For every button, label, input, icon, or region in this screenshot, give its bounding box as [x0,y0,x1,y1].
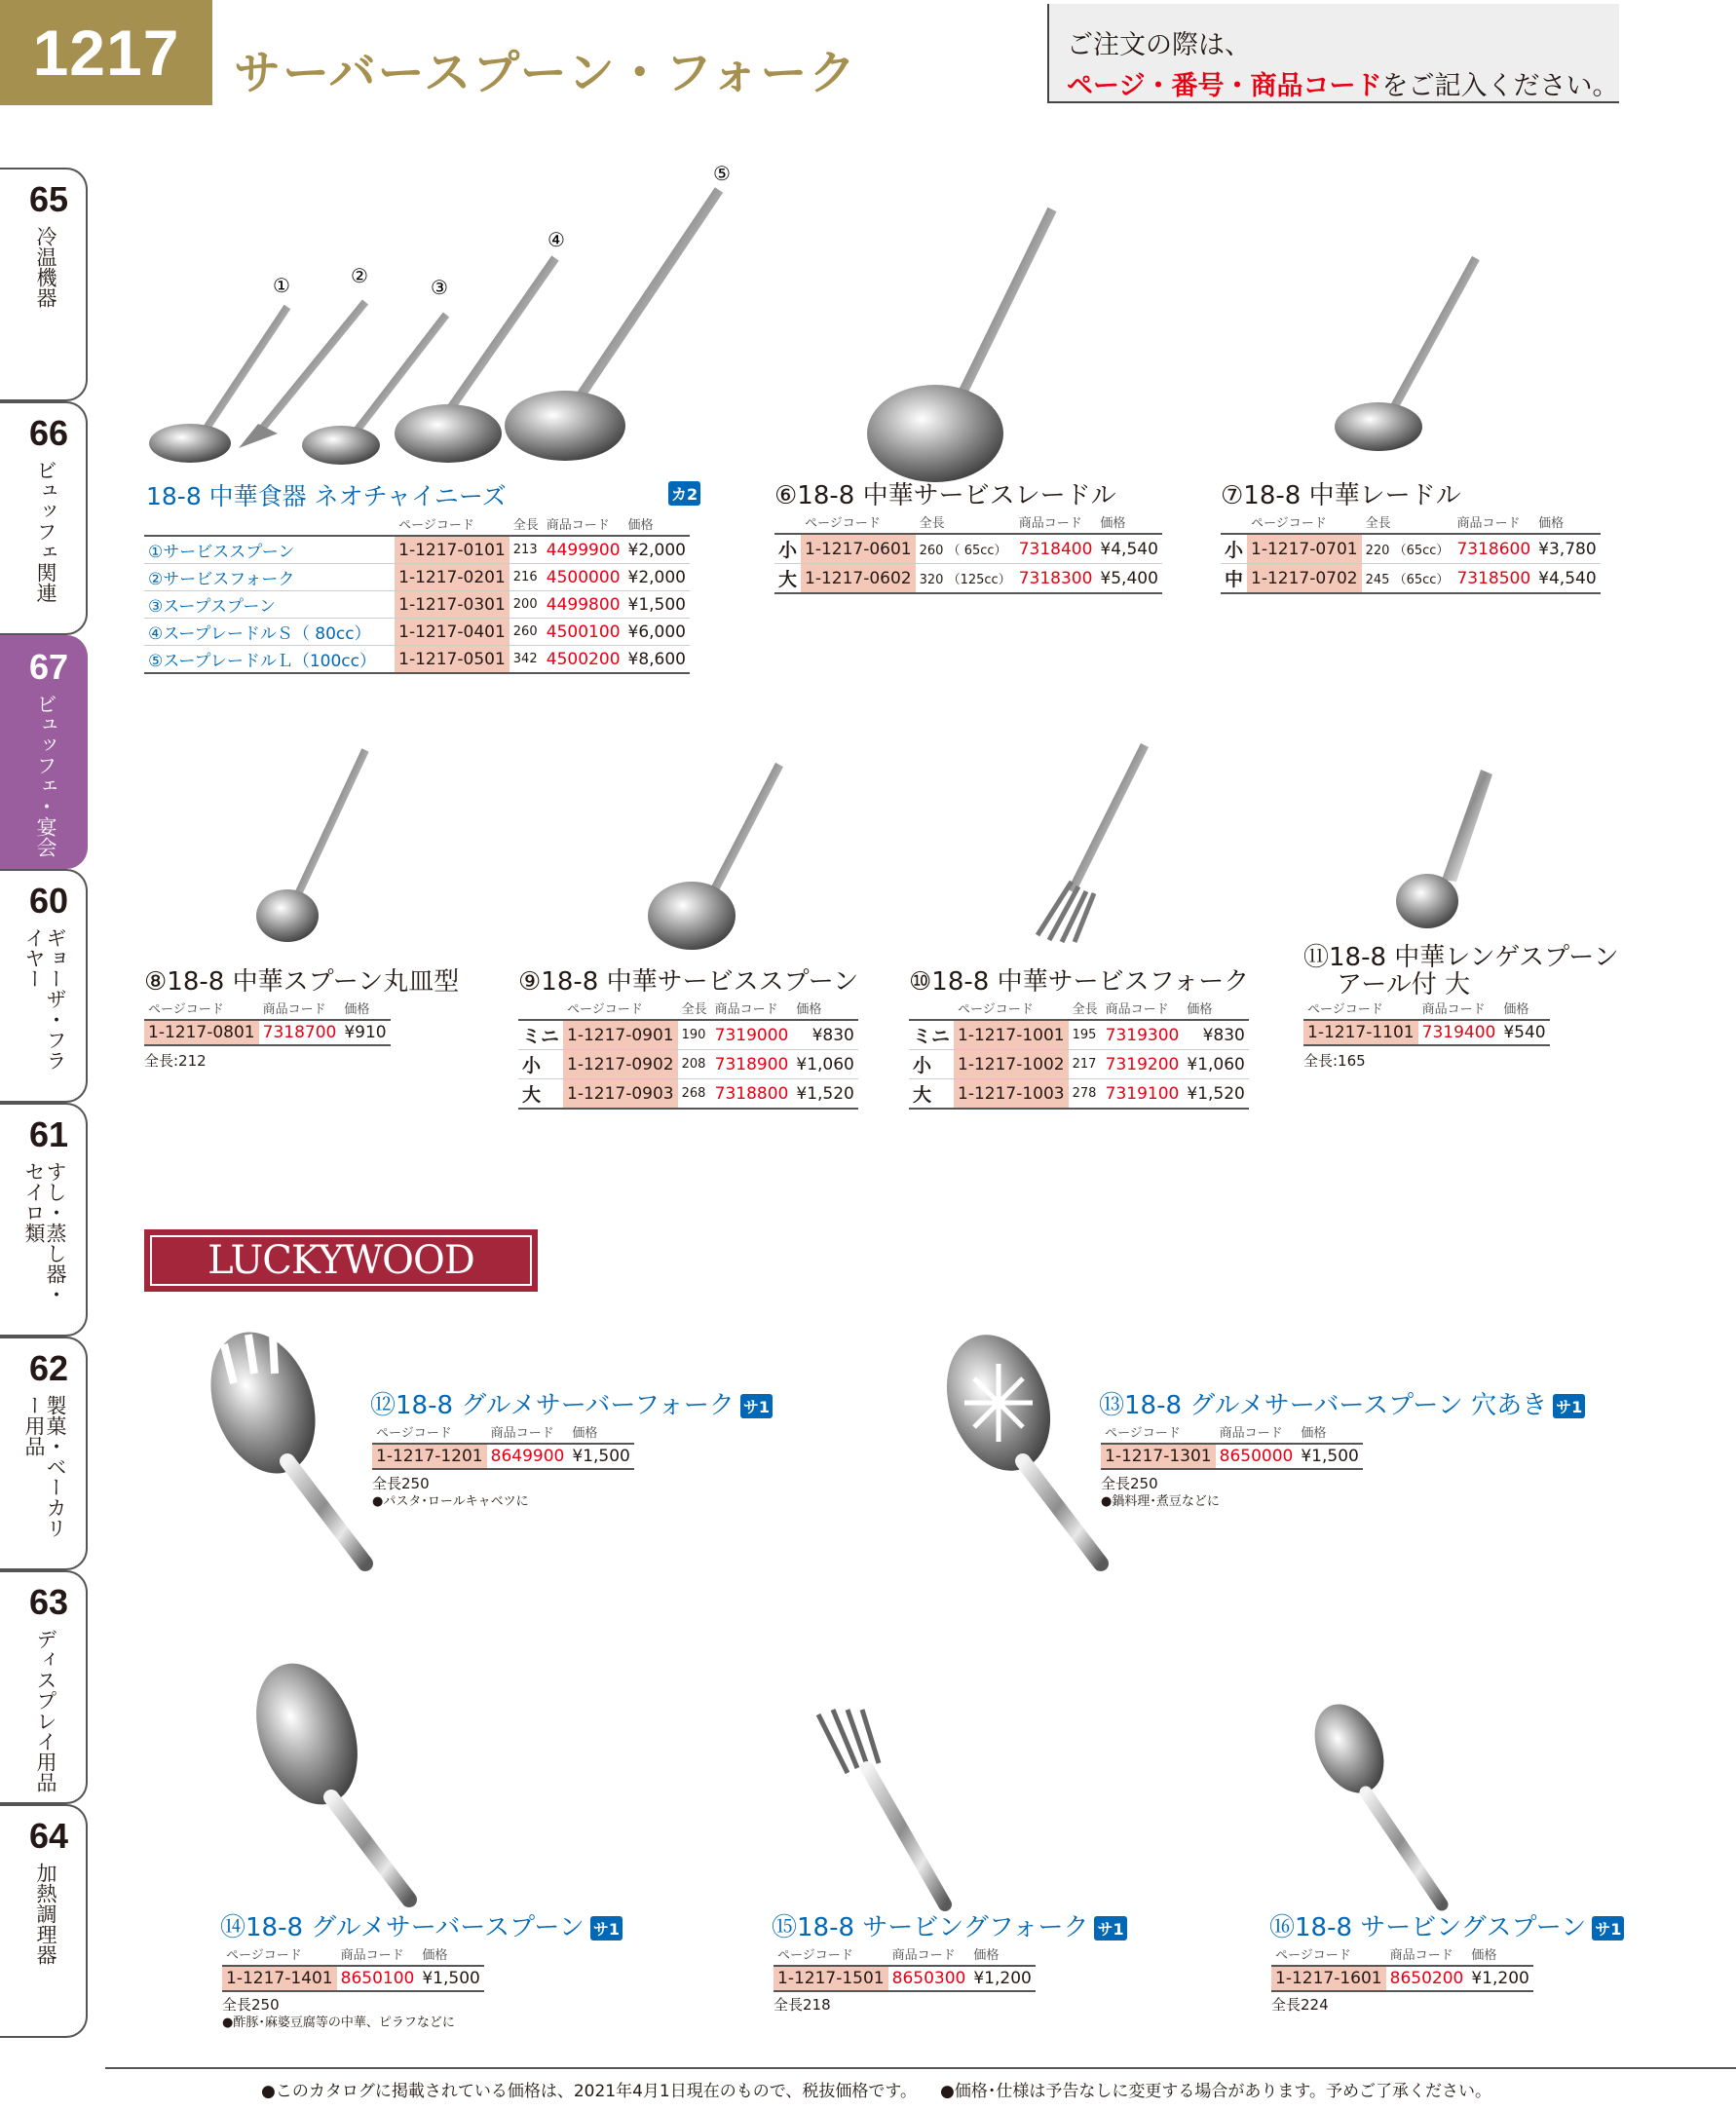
row-price: ¥1,200 [969,1966,1035,1991]
p12-table [372,1420,634,1470]
p15-title [772,1907,1127,1943]
row-product-code: 7319000 [711,1020,793,1050]
row-product-code: 4499800 [543,591,624,619]
row-price: ¥1,500 [568,1444,633,1469]
p8-spoon-image [229,735,385,950]
col-page-code: ページコード [954,997,1069,1020]
table-row [1303,1020,1550,1045]
p15-serving-fork-image [809,1705,974,1929]
p12-title-text: ⑫18-8 グルメサーバーフォーク [370,1391,735,1420]
table-header-row [1303,997,1550,1020]
row-price: ¥1,520 [792,1079,857,1110]
row-price: ¥3,780 [1534,534,1600,564]
row-page-code: 1-1217-1003 [954,1079,1069,1110]
col-product-code: 商品コード [337,1942,419,1966]
side-tab-62[interactable] [0,1337,88,1570]
row-page-code: 1-1217-1301 [1101,1444,1216,1469]
side-tab-label: 製菓・ベーカリー用品 [22,1395,67,1538]
table-row [774,534,1162,564]
table-row [1271,1966,1533,1991]
col-price: 価格 [1183,997,1248,1020]
row-page-code: 1-1217-0701 [1247,534,1362,564]
side-tab-number: 63 [29,1582,69,1622]
row-price: ¥2,000 [624,536,690,564]
col-price: 価格 [792,997,857,1020]
footer-notice [105,2067,1736,2101]
table-row [909,1020,1249,1050]
p10-title: ⑩18-8 中華サービスフォーク [909,967,1250,997]
row-price: ¥1,500 [1297,1444,1362,1469]
row-product-code: 7319100 [1102,1079,1184,1110]
p10-fork-image [1018,735,1164,950]
p14-table [222,1942,484,1992]
table-row [1101,1444,1363,1469]
row-product-code: 7318900 [711,1050,793,1079]
p11-renge-spoon-image [1383,765,1500,940]
row-product-code: 4499900 [543,536,624,564]
footer-spec-note: ●価格･仕様は予告なしに変更する場合があります。予めご了承ください。 [940,2082,1492,2101]
row-page-code: 1-1217-0601 [801,534,916,564]
table-header-row [518,997,858,1020]
row-product-code: 4500100 [543,619,624,646]
p9-spoon-image [623,750,799,955]
row-length: 278 [1069,1079,1102,1110]
row-size: 大 [909,1079,954,1110]
p16-length-note: 全長224 [1271,1996,1329,2014]
row-size: ミニ [909,1020,954,1050]
p7-ladle-image [1325,244,1500,458]
p13-length-note: 全長250 [1101,1475,1158,1492]
p6-title: ⑥18-8 中華サービスレードル [774,481,1116,510]
p16-badge: サ1 [1592,1916,1624,1940]
p14-usage-note: ●酢豚･麻婆豆腐等の中華、ピラフなどに [222,2016,455,2030]
row-length: 195 [1069,1020,1102,1050]
side-tab-64[interactable] [0,1804,88,2038]
row-page-code: 1-1217-1501 [774,1966,888,1991]
row-price: ¥4,540 [1096,534,1161,564]
table-header-row [774,1942,1036,1966]
row-product-code: 4500200 [543,646,624,674]
col-product-code: 商品コード [711,997,793,1020]
p7-table [1221,510,1601,594]
row-price: ¥830 [792,1020,857,1050]
marker-4: ④ [547,228,565,251]
row-size: 大 [774,564,801,594]
side-tab-60[interactable] [0,869,88,1103]
row-page-code: 1-1217-0101 [395,536,509,564]
side-tab-number: 62 [29,1348,69,1388]
row-size: 大 [518,1079,563,1110]
col-page-code: ページコード [222,1942,337,1966]
col-length: 全長 [1069,997,1102,1020]
table-header-row [1101,1420,1363,1444]
side-tab-number: 65 [29,179,69,219]
row-price: ¥5,400 [1096,564,1161,594]
col-page-code: ページコード [774,1942,888,1966]
row-length: 260 [509,619,543,646]
table-row [144,619,690,646]
col-product-code: 商品コード [543,512,624,536]
col-page-code: ページコード [563,997,678,1020]
marker-3: ③ [431,276,448,299]
row-product-code: 7318400 [1015,534,1097,564]
row-product-code: 8650200 [1386,1966,1468,1991]
p14-badge: サ1 [590,1916,623,1940]
p6-ladle-image [857,195,1072,487]
row-size: 小 [774,534,801,564]
col-product-code: 商品コード [259,997,341,1020]
luckywood-logo-text: LUCKYWOOD [150,1235,532,1286]
row-price: ¥540 [1499,1020,1549,1045]
table-header-row [222,1942,484,1966]
side-tab-label: ビュッフェ関連 [34,460,57,603]
col-price: 価格 [340,997,390,1020]
col-price: 価格 [624,512,690,536]
footer-price-note: ●このカタログに掲載されている価格は、2021年4月1日現在のもので、税抜価格です。 [261,2082,918,2101]
luckywood-logo [144,1229,538,1292]
row-page-code: 1-1217-1201 [372,1444,487,1469]
row-length: 208 [678,1050,711,1079]
row-length: 220 （65cc） [1362,534,1453,564]
neo-badge-label: カ2 [668,481,700,506]
row-length: 213 [509,536,543,564]
table-header-row [144,997,391,1020]
col-price: 価格 [568,1420,633,1444]
col-product-code: 商品コード [487,1420,569,1444]
p8-title: ⑧18-8 中華スプーン丸皿型 [144,967,460,997]
row-page-code: 1-1217-0801 [144,1020,259,1045]
p12-usage-note: ●パスタ･ロールキャベツに [372,1494,529,1509]
p9-title: ⑨18-8 中華サービススプーン [518,967,859,997]
row-product-code: 7318600 [1453,534,1534,564]
row-product-code: 4500000 [543,564,624,591]
col-price: 価格 [418,1942,483,1966]
row-page-code: 1-1217-0301 [395,591,509,619]
p12-badge: サ1 [740,1394,773,1418]
side-tab-65[interactable] [0,168,88,401]
row-size: 小 [518,1050,563,1079]
row-product-code: 7319400 [1418,1020,1500,1045]
table-row [518,1050,858,1079]
p13-title-text: ⑬18-8 グルメサーバースプーン 穴あき [1099,1391,1548,1420]
p8-table [144,997,391,1046]
marker-1: ① [273,274,290,297]
table-row [1221,564,1601,594]
row-name: ⑤スープレードルＬ（100cc） [144,646,395,674]
neo-title-text: 18-8 中華食器 ネオチャイニーズ [146,482,507,510]
table-row [144,536,690,564]
row-product-code: 7318700 [259,1020,341,1045]
marker-2: ② [351,264,368,287]
side-tab-label: すし・蒸し器・セイロ類 [22,1161,67,1304]
p16-title-text: ⑯18-8 サービングスプーン [1269,1913,1587,1942]
p14-server-spoon-image [248,1656,443,1919]
p12-length-note: 全長250 [372,1475,430,1492]
col-product-code: 商品コード [1453,510,1534,534]
p16-table [1271,1942,1533,1992]
col-page-code: ページコード [1101,1420,1216,1444]
row-price: ¥910 [340,1020,390,1045]
col-price: 価格 [1534,510,1600,534]
table-row [774,1966,1036,1991]
row-length: 216 [509,564,543,591]
col-price: 価格 [1499,997,1549,1020]
side-tab-61[interactable] [0,1103,88,1337]
order-note [1047,4,1619,103]
row-page-code: 1-1217-0501 [395,646,509,674]
row-length: 268 [678,1079,711,1110]
row-page-code: 1-1217-0401 [395,619,509,646]
side-tab-63[interactable] [0,1570,88,1804]
p8-length-note: 全長:212 [144,1052,207,1070]
col-price: 価格 [1297,1420,1362,1444]
col-page-code: ページコード [1303,997,1418,1020]
row-page-code: 1-1217-1401 [222,1966,337,1991]
col-price: 価格 [1096,510,1161,534]
row-length: 190 [678,1020,711,1050]
col-product-code: 商品コード [888,1942,970,1966]
row-size: 小 [909,1050,954,1079]
table-row [372,1444,634,1469]
p11-title-line2: アール付 大 [1337,970,1470,999]
p15-title-text: ⑮18-8 サービングフォーク [772,1913,1089,1942]
row-product-code: 7318300 [1015,564,1097,594]
side-tab-66[interactable] [0,401,88,635]
col-page-code: ページコード [801,510,916,534]
table-row [909,1050,1249,1079]
row-price: ¥830 [1183,1020,1248,1050]
row-page-code: 1-1217-0902 [563,1050,678,1079]
row-product-code: 8650100 [337,1966,419,1991]
table-header-row [1221,510,1601,534]
col-product-code: 商品コード [1216,1420,1298,1444]
row-length: 217 [1069,1050,1102,1079]
side-tab-label: ディスプレイ用品 [34,1629,57,1792]
row-length: 342 [509,646,543,674]
row-size: 小 [1221,534,1247,564]
p11-table [1303,997,1550,1046]
order-note-line2 [1067,64,1618,102]
row-price: ¥1,520 [1183,1079,1248,1110]
row-page-code: 1-1217-1001 [954,1020,1069,1050]
row-price: ¥1,060 [792,1050,857,1079]
p16-title [1269,1907,1624,1943]
table-row [518,1079,858,1110]
table-row [909,1079,1249,1110]
table-row [518,1020,858,1050]
side-tab-67[interactable] [0,635,88,869]
page-title: サーバースプーン・フォーク [234,46,858,100]
col-length: 全長 [678,997,711,1020]
p9-table [518,997,858,1110]
row-page-code: 1-1217-0702 [1247,564,1362,594]
table-row [1221,534,1601,564]
side-tab-number: 67 [29,647,69,687]
row-price: ¥8,600 [624,646,690,674]
marker-5: ⑤ [713,162,731,185]
row-price: ¥1,500 [624,591,690,619]
p10-table [909,997,1249,1110]
row-product-code: 7318500 [1453,564,1534,594]
p15-length-note: 全長218 [774,1996,831,2014]
col-product-code: 商品コード [1418,997,1500,1020]
col-product-code: 商品コード [1102,997,1184,1020]
side-tab-number: 64 [29,1816,69,1856]
row-price: ¥4,540 [1534,564,1600,594]
row-page-code: 1-1217-1101 [1303,1020,1418,1045]
row-name: ③スープスプーン [144,591,395,619]
p6-table [774,510,1162,594]
col-page-code: ページコード [1271,1942,1386,1966]
row-product-code: 8650000 [1216,1444,1298,1469]
row-size: 中 [1221,564,1247,594]
row-length: 245 （65cc） [1362,564,1453,594]
p13-badge: サ1 [1553,1394,1585,1418]
p15-table [774,1942,1036,1992]
row-price: ¥1,200 [1467,1966,1532,1991]
row-page-code: 1-1217-0903 [563,1079,678,1110]
col-price: 価格 [1467,1942,1532,1966]
row-name: ②サービスフォーク [144,564,395,591]
p13-usage-note: ●鍋料理･煮豆などに [1101,1494,1220,1509]
p13-table [1101,1420,1363,1470]
row-product-code: 8650300 [888,1966,970,1991]
col-page-code: ページコード [144,997,259,1020]
row-size: ミニ [518,1020,563,1050]
table-header-row [144,512,690,536]
p14-title [220,1907,623,1943]
row-price: ¥1,060 [1183,1050,1248,1079]
col-page-code: ページコード [372,1420,487,1444]
row-product-code: 8649900 [487,1444,569,1469]
col-size [518,997,563,1020]
row-product-code: 7319200 [1102,1050,1184,1079]
row-length: 200 [509,591,543,619]
row-page-code: 1-1217-1601 [1271,1966,1386,1991]
order-note-rest: をご記入ください。 [1381,71,1619,101]
table-header-row [909,997,1249,1020]
row-length: 260 （ 65cc） [916,534,1015,564]
row-price: ¥6,000 [624,619,690,646]
row-product-code: 7319300 [1102,1020,1184,1050]
side-tab-number: 61 [29,1114,69,1154]
row-length: 320 （125cc） [916,564,1015,594]
side-tab-number: 66 [29,413,69,453]
row-price: ¥2,000 [624,564,690,591]
col-size [774,510,801,534]
p13-title [1099,1385,1585,1421]
row-page-code: 1-1217-1002 [954,1050,1069,1079]
side-tab-label: ビュッフェ・宴会 [34,694,57,857]
page-number: 1217 [0,0,212,105]
p14-title-text: ⑭18-8 グルメサーバースプーン [220,1913,585,1942]
col-price: 価格 [969,1942,1035,1966]
p11-title: ⑪18-8 中華レンゲスプーン [1303,943,1619,972]
p12-server-fork-image [205,1325,399,1578]
side-tab-label: 加熱調理器 [34,1863,57,1965]
side-tab-number: 60 [29,881,69,921]
col-length: 全長 [1362,510,1453,534]
p16-serving-spoon-image [1305,1695,1471,1929]
col-product-code: 商品コード [1386,1942,1468,1966]
p7-title: ⑦18-8 中華レードル [1221,481,1461,510]
side-tab-label: 冷温機器 [34,226,57,308]
table-header-row [372,1420,634,1444]
row-name: ①サービススプーン [144,536,395,564]
col-product-code: 商品コード [1015,510,1097,534]
row-page-code: 1-1217-0201 [395,564,509,591]
table-row [222,1966,484,1991]
p12-title [370,1385,773,1421]
row-name: ④スープレードルＳ（ 80cc） [144,619,395,646]
table-row [144,591,690,619]
neo-chinese-utensils-image [146,161,731,472]
row-page-code: 1-1217-0602 [801,564,916,594]
order-note-emphasis: ページ・番号・商品コード [1067,71,1382,101]
table-row [144,564,690,591]
p15-badge: サ1 [1094,1916,1126,1940]
table-row [144,1020,391,1045]
neo-badge [662,481,700,506]
p11-length-note: 全長:165 [1303,1052,1366,1070]
table-row [774,564,1162,594]
table-header-row [774,510,1162,534]
col-size [1221,510,1247,534]
col-size [909,997,954,1020]
row-price: ¥1,500 [418,1966,483,1991]
p14-length-note: 全長250 [222,1996,280,2014]
col-length: 全長 [509,512,543,536]
side-tab-label: ギョーザ・フライヤー [22,927,67,1071]
row-page-code: 1-1217-0901 [563,1020,678,1050]
row-product-code: 7318800 [711,1079,793,1110]
order-note-line1: ご注文の際は、 [1067,30,1251,60]
col-page-code: ページコード [395,512,509,536]
neo-table [144,512,690,674]
col-name [144,512,395,536]
col-length: 全長 [916,510,1015,534]
neo-title [146,477,507,512]
table-row [144,646,690,674]
table-header-row [1271,1942,1533,1966]
col-page-code: ページコード [1247,510,1362,534]
